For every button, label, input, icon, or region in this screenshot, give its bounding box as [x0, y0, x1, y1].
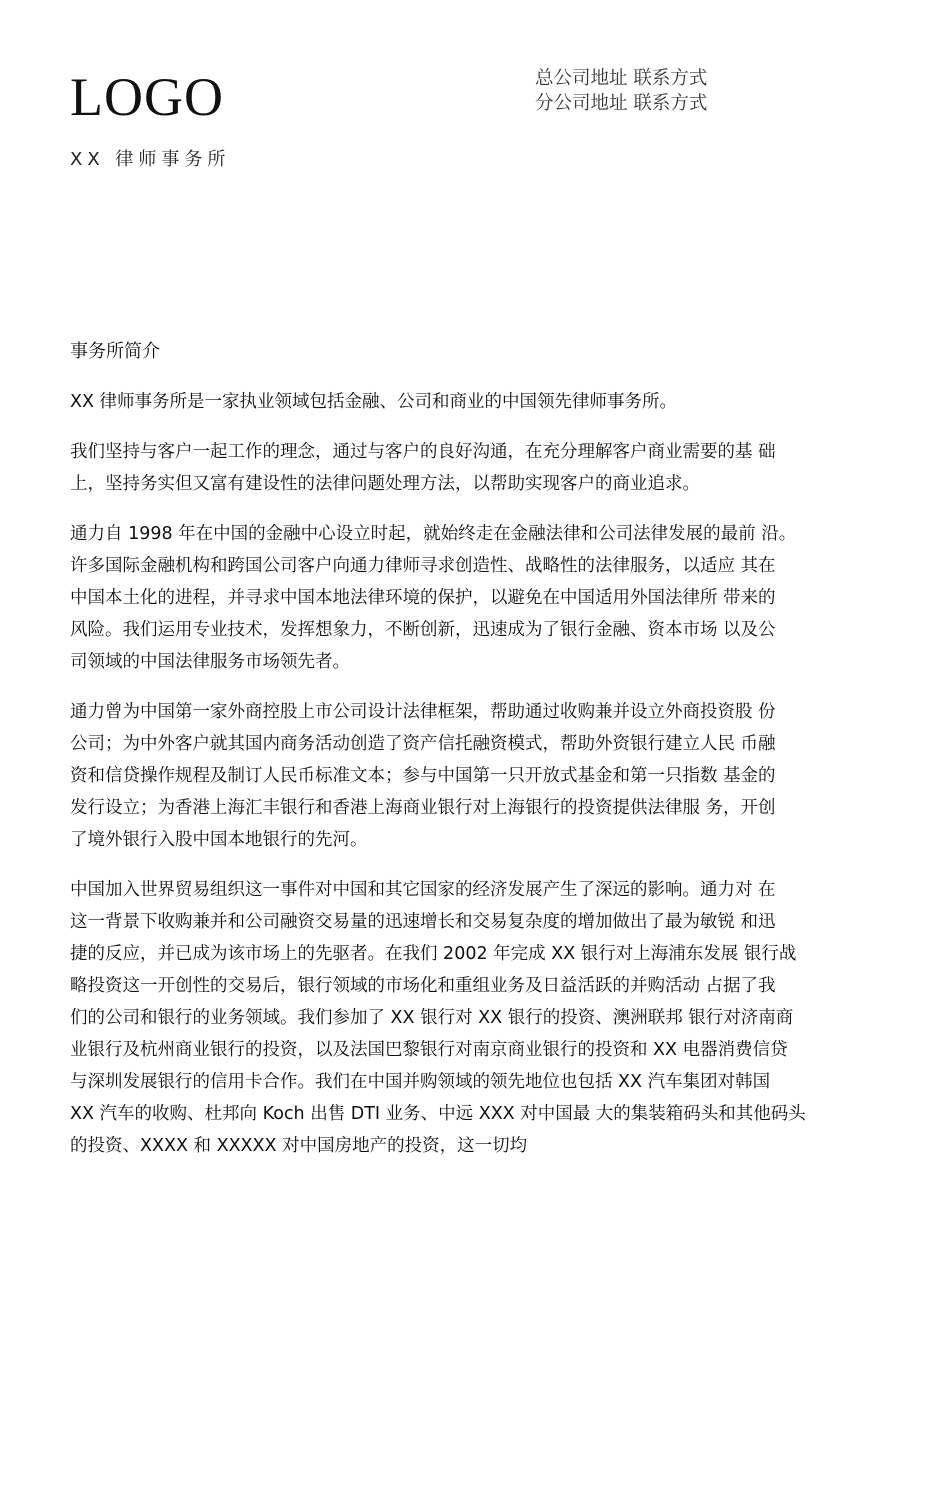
firm-name: XX 律师事务所: [70, 149, 231, 170]
paragraph-line: 与深圳发展银行的信用卡合作。我们在中国并购领域的领先地位也包括 XX 汽车集团对韩国: [70, 1072, 771, 1092]
paragraph-line: 发行设立；为香港上海汇丰银行和香港上海商业银行对上海银行的投资提供法律服 务，开创: [70, 798, 776, 818]
paragraph-3: [70, 518, 885, 678]
paragraph-5: [70, 874, 885, 1162]
paragraph-line: 业银行及杭州商业银行的投资，以及法国巴黎银行对南京商业银行的投资和 XX 电器消费信贷: [70, 1040, 788, 1060]
paragraph-line: 的投资、XXXX 和 XXXXX 对中国房地产的投资，这一切均: [70, 1136, 528, 1156]
paragraph-4: [70, 696, 885, 856]
paragraph-line: XX 律师事务所是一家执业领域包括金融、公司和商业的中国领先律师事务所。: [70, 392, 678, 412]
head-office-contact: 总公司地址 联系方式: [535, 68, 708, 89]
logo: LOGO: [70, 67, 224, 127]
branch-office-contact: 分公司地址 联系方式: [535, 93, 708, 114]
paragraph-line: 们的公司和银行的业务领域。我们参加了 XX 银行对 XX 银行的投资、澳洲联邦 银行对济南商: [70, 1008, 794, 1028]
paragraph-line: 通力曾为中国第一家外商控股上市公司设计法律框架，帮助通过收购兼并设立外商投资股 份: [70, 702, 776, 722]
paragraph-line: 通力自 1998 年在中国的金融中心设立时起，就始终走在金融法律和公司法律发展的最前 沿。: [70, 524, 797, 544]
paragraph-line: 略投资这一开创性的交易后，银行领域的市场化和重组业务及日益活跃的并购活动 占据了我: [70, 976, 776, 996]
paragraph-line: 风险。我们运用专业技术，发挥想象力，不断创新，迅速成为了银行金融、资本市场 以及公: [70, 620, 776, 640]
paragraph-2: [70, 436, 885, 500]
paragraph-line: 许多国际金融机构和跨国公司客户向通力律师寻求创造性、战略性的法律服务，以适应 其在: [70, 556, 776, 576]
paragraph-line: 资和信贷操作规程及制订人民币标准文本；参与中国第一只开放式基金和第一只指数 基金的: [70, 766, 776, 786]
paragraph-line: 司领域的中国法律服务市场领先者。: [70, 652, 350, 672]
paragraph-1: [70, 386, 885, 418]
contact-block: [535, 66, 707, 116]
paragraph-line: 我们坚持与客户一起工作的理念，通过与客户的良好沟通，在充分理解客户商业需要的基 础: [70, 442, 776, 462]
paragraph-line: 上，坚持务实但又富有建设性的法律问题处理方法，以帮助实现客户的商业追求。: [70, 474, 700, 494]
paragraph-line: 中国加入世界贸易组织这一事件对中国和其它国家的经济发展产生了深远的影响。通力对 在: [70, 880, 776, 900]
paragraph-line: 捷的反应，并已成为该市场上的先驱者。在我们 2002 年完成 XX 银行对上海浦东发展 银行战: [70, 944, 797, 964]
paragraph-line: 中国本土化的进程，并寻求中国本地法律环境的保护，以避免在中国适用外国法律所 带来的: [70, 588, 776, 608]
paragraph-line: 了境外银行入股中国本地银行的先河。: [70, 830, 368, 850]
paragraph-line: XX 汽车的收购、杜邦向 Koch 出售 DTI 业务、中远 XXX 对中国最 大的集装箱码头和其他码头: [70, 1104, 806, 1124]
section-title: 事务所简介: [70, 341, 160, 362]
firm-introduction-section: [70, 338, 885, 1180]
paragraph-line: 这一背景下收购兼并和公司融资交易量的迅速增长和交易复杂度的增加做出了最为敏锐 和迅: [70, 912, 776, 932]
paragraph-line: 公司；为中外客户就其国内商务活动创造了资产信托融资模式，帮助外资银行建立人民 币融: [70, 734, 776, 754]
